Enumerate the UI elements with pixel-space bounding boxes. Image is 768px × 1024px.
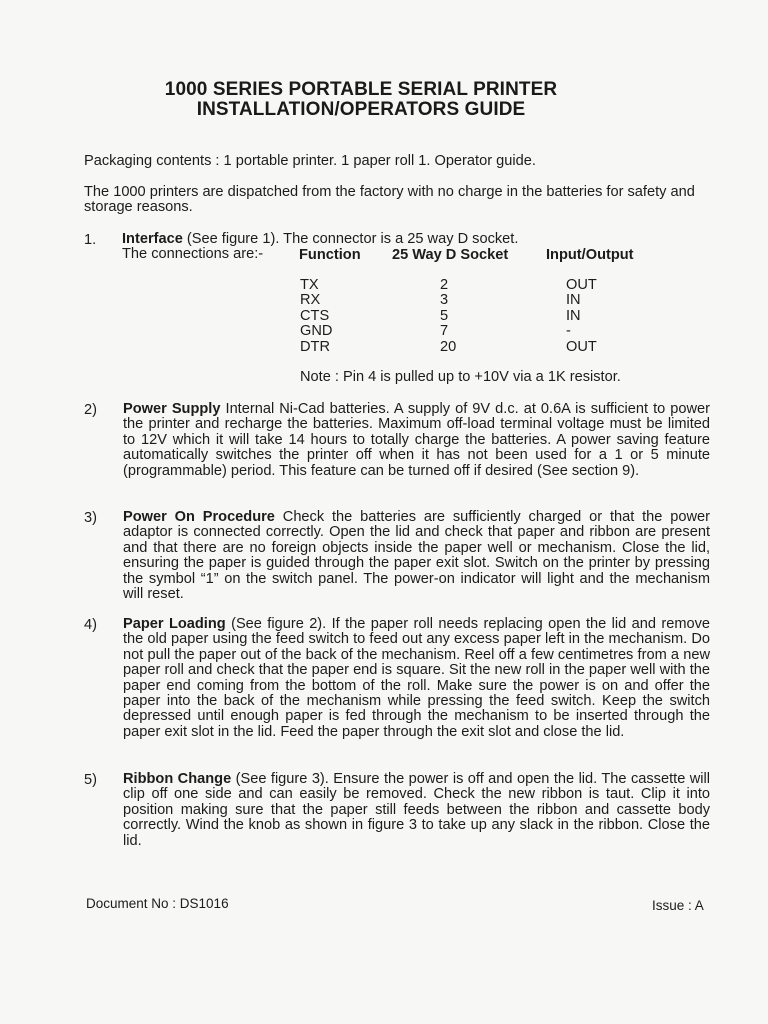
section-3-heading: Power On Procedure [123,509,275,525]
table-header-io: Input/Output [546,247,634,263]
table-header-function: Function [299,247,361,263]
table-cell: CTS [300,308,330,324]
section-5-text: (See figure 3). Ensure the power is off and open the lid. The cassette will clip off one side and can easily be removed. Check the new ribbon is taut. Clip it into position making sure that the paper still feeds between the ribbon and cassette body correctly. Wind the knob as shown in figure 3 to take up any slack in the ribbon. Close the lid. [123,771,710,849]
section-2-heading: Power Supply [123,401,221,417]
table-cell: 7 [440,323,449,339]
section-2-text: Internal Ni-Cad batteries. A supply of 9V d.c. at 0.6A is sufficient to power the printer and recharge the batteries. Maximum off-load terminal voltage must be limited to 12V which it will take 14 hours to totally charge the batteries. A power saving feature automatically switches the printer off when it has not been used for a 1 or 5 minute (programmable) period. This feature can be turned off if desired (See section 9). [123,401,711,479]
section-3-text: Check the batteries are sufficiently charged or that the power adaptor is connected correctly. Open the lid and check that paper and ribbon are present and that there are no foreign objects inside the paper well or mechanism. Close the lid, ensuring the paper is guided through the paper exit slot. Switch on the printer by pressing the symbol “1” on the switch panel. The power-on indicator will light and the mechanism will reset. [123,509,710,603]
table-cell: - [566,323,571,339]
section-3-number: 3) [84,510,97,526]
section-5-body [123,772,710,849]
section-4-body [123,617,710,740]
dispatch-note: The 1000 printers are dispatched from the factory with no charge in the batteries for safety and storage reasons. [84,184,695,216]
table-cell: 5 [440,308,449,324]
pin-note: Note : Pin 4 is pulled up to +10V via a 1K resistor. [300,369,621,385]
table-cell: 3 [440,292,449,308]
section-5-heading: Ribbon Change [123,771,232,787]
section-4-heading: Paper Loading [123,616,226,632]
section-1-heading: Interface [122,231,183,247]
document-title-line-1: 1000 SERIES PORTABLE SERIAL PRINTER [164,79,558,100]
section-1-number: 1. [84,232,97,248]
issue-label: Issue : A [652,898,704,913]
packaging-contents: Packaging contents : 1 portable printer. 1 paper roll 1. Operator guide. [84,153,536,169]
table-cell: 20 [440,339,457,355]
section-3-body [123,510,710,602]
section-1-text: (See figure 1). The connector is a 25 way D socket. [182,231,519,247]
section-5-number: 5) [84,772,97,788]
section-2-body [123,402,710,479]
table-cell: 2 [440,277,449,293]
table-cell: TX [300,277,319,293]
table-cell: RX [300,292,321,308]
section-4-number: 4) [84,617,97,633]
table-cell: IN [566,292,581,308]
table-cell: IN [566,308,581,324]
table-cell: GND [300,323,333,339]
table-header-socket: 25 Way D Socket [392,247,509,263]
table-cell: OUT [566,277,597,293]
table-cell: OUT [566,339,597,355]
table-cell: DTR [300,339,330,355]
section-2-number: 2) [84,402,97,418]
document-title-line-2: INSTALLATION/OPERATORS GUIDE [196,99,526,120]
document-number: Document No : DS1016 [86,896,229,911]
connections-label: The connections are:- [122,246,264,262]
section-4-text: (See figure 2). If the paper roll needs replacing open the lid and remove the old paper using the feed switch to feed out any excess paper left in the mechanism. Do not pull the paper out of the back of the mechanism. Reel off a few centimetres from a new paper roll and check that the paper end is square. Sit the new roll in the paper well with the paper end coming from the bottom of the roll. Make sure the power is on and offer the paper into the back of the mechanism while pressing the feed switch. Keep the switch depressed until enough paper is fed through the mechanism to be inserted through the paper exit slot in the lid. Feed the paper through the exit slot and close the lid. [123,616,711,740]
